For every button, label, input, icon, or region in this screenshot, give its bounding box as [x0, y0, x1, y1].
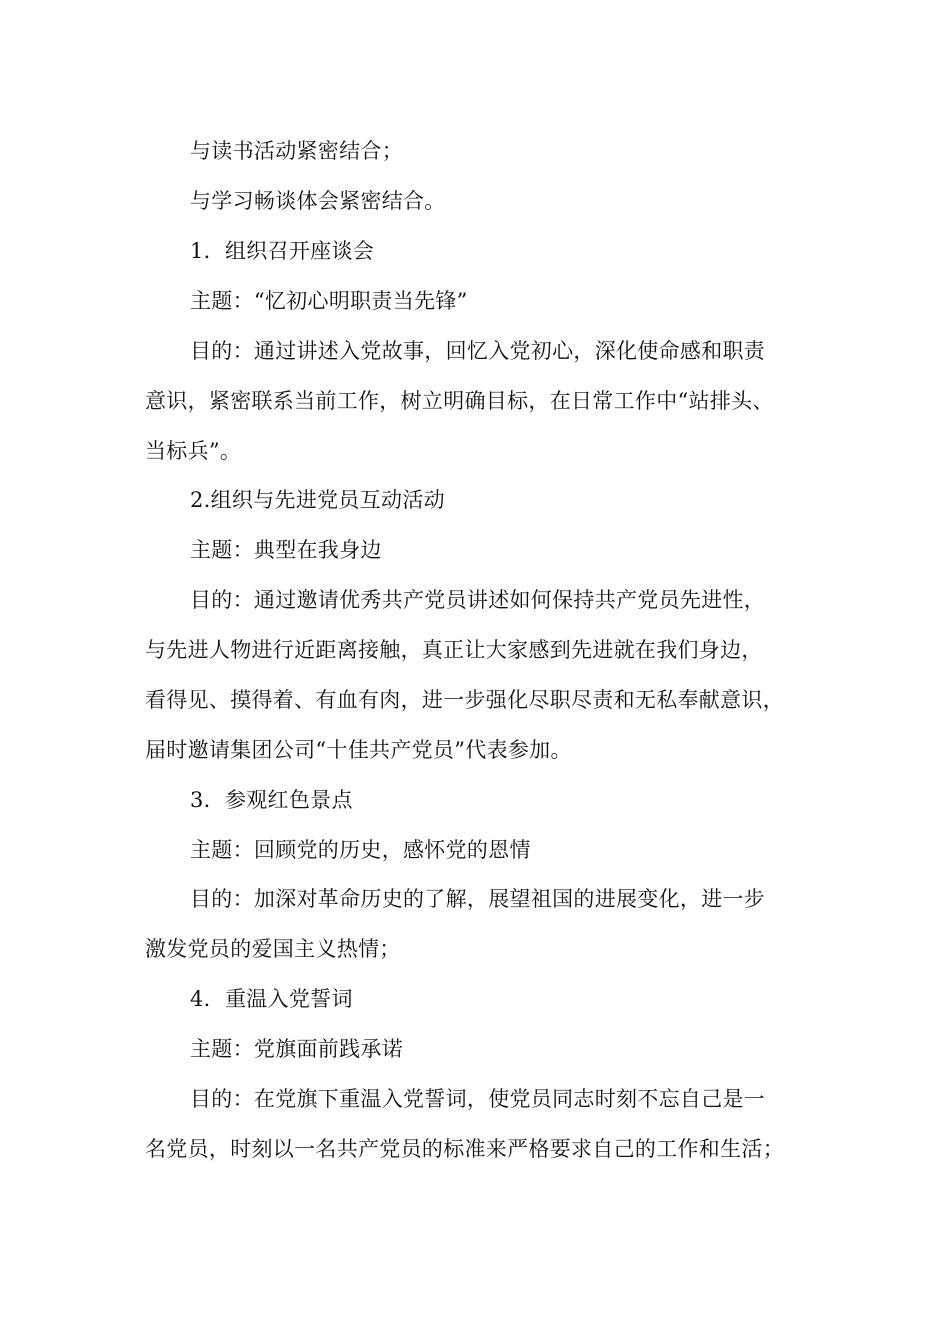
- topic-line-3: 主题：回顾党的历史，感怀党的恩情: [190, 838, 531, 862]
- text-line: 意识，紧密联系当前工作，树立明确目标，在日常工作中“站排头、: [145, 389, 774, 413]
- text-line: 与学习畅谈体会紧密结合。: [190, 189, 446, 213]
- topic-line-1: 主题：“忆初心明职责当先锋”: [190, 289, 468, 313]
- purpose-line-4: 目的：在党旗下重温入党誓词，使党员同志时刻不忘自己是一: [190, 1087, 766, 1111]
- section-heading-4: 4．重温入党誓词: [190, 987, 353, 1011]
- text-line: 届时邀请集团公司“十佳共产党员”代表参加。: [145, 738, 572, 762]
- section-heading-3: 3．参观红色景点: [190, 788, 353, 812]
- purpose-line-2: 目的：通过邀请优秀共产党员讲述如何保持共产党员先进性，: [190, 588, 766, 612]
- purpose-line-1: 目的：通过讲述入党故事，回忆入党初心，深化使命感和职责: [190, 339, 766, 363]
- text-line: 激发党员的爱国主义热情；: [145, 937, 401, 961]
- section-heading-1: 1．组织召开座谈会: [190, 239, 375, 263]
- text-line: 与读书活动紧密结合；: [190, 139, 403, 163]
- purpose-line-3: 目的：加深对革命历史的了解，展望祖国的进展变化，进一步: [190, 887, 766, 911]
- text-line: 与先进人物进行近距离接触，真正让大家感到先进就在我们身边，: [145, 638, 763, 662]
- text-line: 看得见、摸得着、有血有肉，进一步强化尽职尽责和无私奉献意识，: [145, 688, 784, 712]
- text-line: 名党员，时刻以一名共产党员的标准来严格要求自己的工作和生活；: [145, 1137, 784, 1161]
- section-heading-2: 2.组织与先进党员互动活动: [190, 488, 445, 512]
- text-line: 当标兵”。: [145, 439, 242, 463]
- topic-line-4: 主题：党旗面前践承诺: [190, 1037, 403, 1061]
- topic-line-2: 主题：典型在我身边: [190, 538, 382, 562]
